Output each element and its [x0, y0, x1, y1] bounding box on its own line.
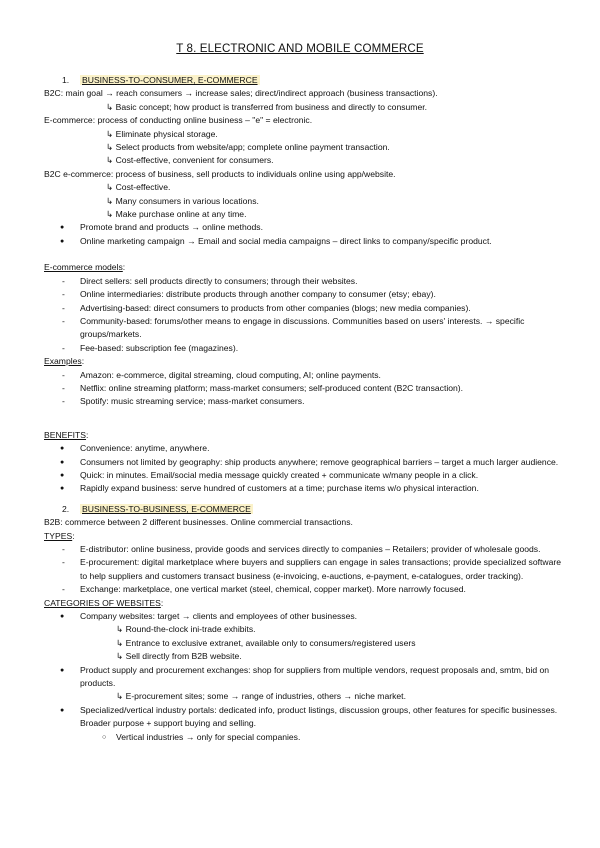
section-2-heading	[44, 503, 564, 516]
b2c-bullet-2: ● Online marketing campaign → Email and social media campaigns – direct links to company/specific product.	[44, 235, 564, 248]
categories-heading: CATEGORIES OF WEBSITES:	[44, 597, 164, 608]
types-heading: TYPES:	[44, 530, 75, 541]
b2c-ecommerce-definition: B2C e-commerce: process of business, sell products to individuals online using app/website.	[44, 168, 396, 179]
bullet-dot-icon: ●	[60, 471, 65, 479]
hollow-circle-icon: ○	[102, 733, 107, 741]
bullet-dot-icon: ●	[60, 613, 65, 621]
b2b-definition: B2B: commerce between 2 different businesses. Online commercial transactions.	[44, 517, 353, 528]
page-title: T 8. ELECTRONIC AND MOBILE COMMERCE	[176, 42, 424, 55]
ecommerce-definition: E-commerce: process of conducting online business – "e" = electronic.	[44, 115, 313, 126]
models-heading: E-commerce models:	[44, 262, 126, 273]
model-item: - Online intermediaries: distribute products through another company to consumer (etsy; ebay).	[62, 289, 436, 300]
benefit-item: ● Rapidly expand business: serve hundred of customers at a time; purchase items w/o physical interaction.	[44, 482, 564, 495]
type-item: - E-procurement: digital marketplace where buyers and suppliers can engage in sales transactions; provide specialized software to help suppliers and customers transact business (e-invoicing, e-auctions, e-payment, e-catalogues, order tracking).	[62, 557, 562, 581]
bullet-dot-icon: ●	[60, 706, 65, 714]
section-2-title: BUSINESS-TO-BUSINESS, E-COMMERCE	[82, 503, 251, 514]
benefit-item: ● Consumers not limited by geography: ship products anywhere; remove geographical barriers – target a much larger audience.	[44, 456, 564, 469]
bullet-dot-icon: ●	[60, 666, 65, 674]
b2c-ecommerce-point-2: ↳ Many consumers in various locations.	[106, 195, 259, 206]
section-1-heading	[44, 74, 564, 87]
model-item: - Community-based: forums/other means to engage in discussions. Communities based on users' interests. → specific groups/markets.	[62, 315, 525, 340]
b2c-bullet-1: ● Promote brand and products → online methods.	[44, 221, 564, 234]
ecommerce-point-3: ↳ Cost-effective, convenient for consumers.	[106, 155, 274, 166]
ecommerce-point-1: ↳ Eliminate physical storage.	[106, 128, 218, 139]
benefits-heading: BENEFITS:	[44, 429, 89, 440]
category-item: ● Product supply and procurement exchanges: shop for suppliers from multiple vendors, request proposals and, smtm, bid on products.	[60, 664, 550, 689]
category-sub-item: ○ Vertical industries → only for special companies.	[44, 731, 564, 744]
section-1-title: BUSINESS-TO-CONSUMER, E-COMMERCE	[82, 75, 258, 85]
b2c-definition: B2C: main goal → reach consumers → increase sales; direct/indirect approach (business transactions).	[44, 88, 438, 99]
category-sub-item: ↳ Entrance to exclusive extranet, available only to consumers/registered users	[116, 637, 416, 648]
category-sub-item: ↳ Round-the-clock ini-trade exhibits.	[116, 624, 256, 635]
b2c-ecommerce-point-3: ↳ Make purchase online at any time.	[106, 209, 247, 220]
b2c-concept: ↳ Basic concept; how product is transferred from business and directly to consumer.	[106, 101, 428, 112]
section-1-number: 1.	[62, 75, 70, 85]
examples-heading: Examples:	[44, 356, 85, 367]
category-item: ● Specialized/vertical industry portals: dedicated info, product listings, discussion groups, other features for specific businesses. Broader purpose + support buying and selling.	[60, 704, 558, 729]
b2c-ecommerce-point-1: ↳ Cost-effective.	[106, 182, 171, 193]
bullet-dot-icon: ●	[60, 237, 65, 245]
example-item: - Spotify: music streaming service; mass-market consumers.	[62, 396, 305, 407]
benefit-item: ● Quick: in minutes. Email/social media message quickly created + communicate w/many people in a click.	[44, 469, 564, 482]
bullet-dot-icon: ●	[60, 458, 65, 466]
type-item: - E-distributor: online business, provide goods and services directly to companies – Retailers; provider of wholesale goods.	[62, 544, 541, 554]
model-item: - Fee-based: subscription fee (magazines).	[62, 342, 239, 353]
category-item: ● Company websites: target → clients and employees of other businesses.	[44, 610, 564, 623]
model-item: - Advertising-based: direct consumers to products from other companies (blogs; new media companies).	[62, 302, 471, 313]
document-body	[44, 74, 564, 744]
model-item: - Direct sellers: sell products directly to consumers; through their websites.	[62, 275, 358, 286]
example-item: - Netflix: online streaming platform; mass-market consumers; self-produced content (B2C transaction).	[62, 382, 464, 393]
category-sub-item: ↳ E-procurement sites; some → range of industries, others → niche market.	[116, 691, 406, 702]
ecommerce-point-2: ↳ Select products from website/app; complete online payment transaction.	[106, 142, 390, 153]
bullet-dot-icon: ●	[60, 445, 65, 453]
section-2-number: 2.	[62, 503, 70, 514]
example-item: - Amazon: e-commerce, digital streaming, cloud computing, AI; online payments.	[62, 369, 381, 380]
category-sub-item: ↳ Sell directly from B2B website.	[116, 651, 242, 662]
bullet-dot-icon: ●	[60, 224, 65, 232]
type-item: - Exchange: marketplace, one vertical market (steel, chemical, copper market). More narrowly focused.	[62, 584, 466, 595]
bullet-dot-icon: ●	[60, 485, 65, 493]
benefit-item: ● Convenience: anytime, anywhere.	[44, 442, 564, 455]
